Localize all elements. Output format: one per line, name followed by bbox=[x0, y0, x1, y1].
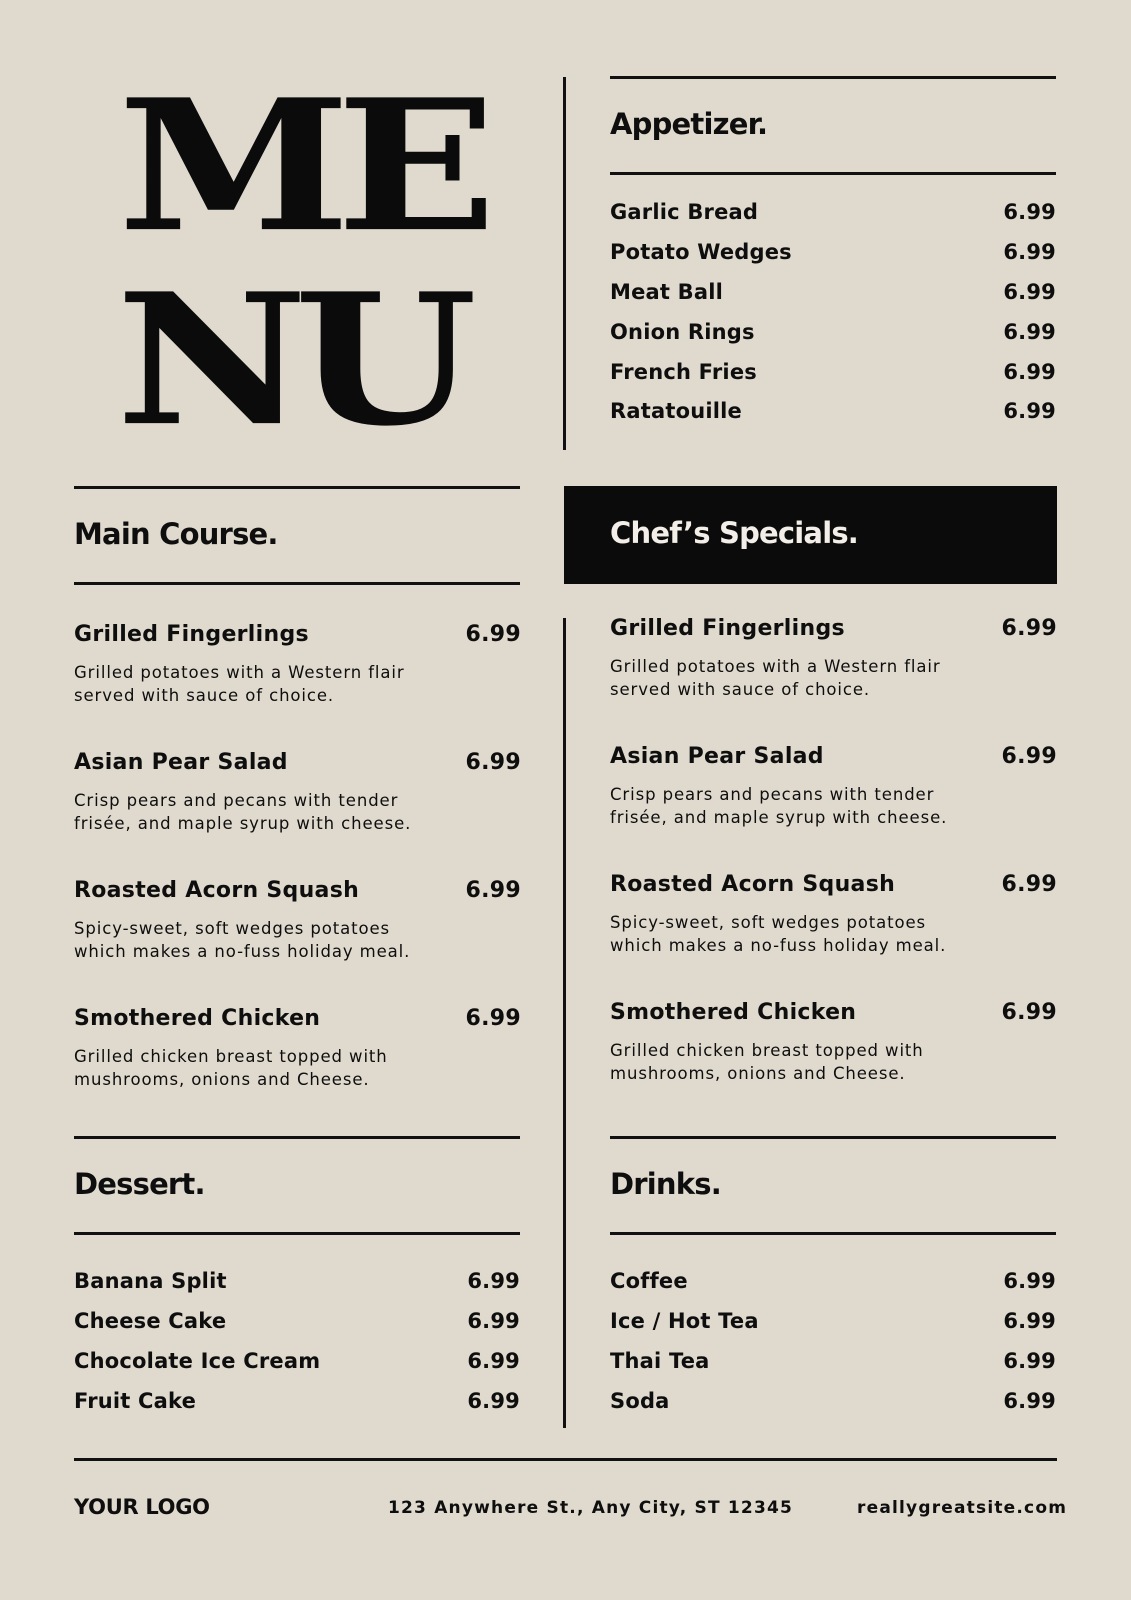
list-item bbox=[610, 240, 1056, 264]
drinks-top-rule bbox=[610, 1136, 1056, 1139]
item-price: 6.99 bbox=[467, 1349, 520, 1373]
dish-price: 6.99 bbox=[465, 750, 521, 775]
divider-vertical-bottom bbox=[563, 618, 566, 1428]
list-item bbox=[74, 1309, 520, 1333]
main-course-top-rule bbox=[74, 486, 520, 489]
list-item bbox=[610, 399, 1056, 423]
dessert-title: Dessert. bbox=[74, 1167, 205, 1201]
appetizer-title: Appetizer. bbox=[610, 107, 768, 141]
item-price: 6.99 bbox=[1003, 320, 1056, 344]
item-name: Chocolate Ice Cream bbox=[74, 1349, 321, 1373]
main-dish-item bbox=[74, 1006, 521, 1091]
item-price: 6.99 bbox=[1003, 280, 1056, 304]
menu-title-line1: ME bbox=[118, 59, 483, 273]
dessert-bottom-rule bbox=[74, 1232, 520, 1235]
list-item bbox=[74, 1389, 520, 1413]
item-name: French Fries bbox=[610, 360, 757, 384]
list-item bbox=[610, 1309, 1056, 1333]
special-dish-item bbox=[610, 744, 1057, 829]
dish-price: 6.99 bbox=[1001, 744, 1057, 769]
dish-name: Roasted Acorn Squash bbox=[74, 878, 360, 903]
menu-title-line2: NU bbox=[116, 253, 464, 467]
dish-description: Grilled chicken breast topped with mushrooms, onions and Cheese. bbox=[610, 1041, 924, 1083]
item-price: 6.99 bbox=[1003, 1309, 1056, 1333]
item-price: 6.99 bbox=[1003, 1349, 1056, 1373]
item-price: 6.99 bbox=[1003, 240, 1056, 264]
dish-description: Crisp pears and pecans with tender frisée, and maple syrup with cheese. bbox=[610, 785, 948, 827]
item-name: Ratatouille bbox=[610, 399, 743, 423]
drinks-bottom-rule bbox=[610, 1232, 1056, 1235]
dish-price: 6.99 bbox=[1001, 616, 1057, 641]
dish-price: 6.99 bbox=[465, 878, 521, 903]
appetizer-bottom-rule bbox=[610, 172, 1056, 175]
item-name: Potato Wedges bbox=[610, 240, 792, 264]
chefs-specials-title: Chef’s Specials. bbox=[610, 516, 859, 550]
address: 123 Anywhere St., Any City, ST 12345 bbox=[388, 1498, 794, 1518]
special-dish-item bbox=[610, 1000, 1057, 1085]
item-price: 6.99 bbox=[1003, 1389, 1056, 1413]
list-item bbox=[610, 280, 1056, 304]
item-price: 6.99 bbox=[467, 1269, 520, 1293]
dish-description: Crisp pears and pecans with tender frisée, and maple syrup with cheese. bbox=[74, 791, 412, 833]
main-dish-item bbox=[74, 878, 521, 963]
main-dish-item bbox=[74, 750, 521, 835]
item-price: 6.99 bbox=[1003, 360, 1056, 384]
website-link[interactable]: reallygreatsite.com bbox=[857, 1498, 1068, 1518]
dessert-top-rule bbox=[74, 1136, 520, 1139]
divider-vertical-top bbox=[563, 77, 566, 450]
main-course-bottom-rule bbox=[74, 582, 520, 585]
dish-name: Grilled Fingerlings bbox=[74, 622, 309, 647]
item-name: Ice / Hot Tea bbox=[610, 1309, 759, 1333]
dish-price: 6.99 bbox=[1001, 872, 1057, 897]
logo: YOUR LOGO bbox=[74, 1495, 210, 1519]
drinks-title: Drinks. bbox=[610, 1167, 721, 1201]
main-course-title: Main Course. bbox=[74, 517, 278, 551]
dish-description: Grilled chicken breast topped with mushrooms, onions and Cheese. bbox=[74, 1047, 388, 1089]
list-item bbox=[74, 1269, 520, 1293]
chefs-specials-banner bbox=[564, 486, 1057, 584]
item-price: 6.99 bbox=[1003, 200, 1056, 224]
dish-name: Roasted Acorn Squash bbox=[610, 872, 896, 897]
list-item bbox=[74, 1349, 520, 1373]
item-price: 6.99 bbox=[467, 1309, 520, 1333]
dish-price: 6.99 bbox=[1001, 1000, 1057, 1025]
list-item bbox=[610, 1269, 1056, 1293]
list-item bbox=[610, 320, 1056, 344]
dish-name: Smothered Chicken bbox=[610, 1000, 857, 1025]
list-item bbox=[610, 1389, 1056, 1413]
dish-description: Grilled potatoes with a Western flair served with sauce of choice. bbox=[74, 663, 405, 705]
dish-price: 6.99 bbox=[465, 622, 521, 647]
item-name: Coffee bbox=[610, 1269, 688, 1293]
footer-rule bbox=[74, 1458, 1057, 1461]
dish-price: 6.99 bbox=[465, 1006, 521, 1031]
item-name: Garlic Bread bbox=[610, 200, 759, 224]
item-name: Cheese Cake bbox=[74, 1309, 227, 1333]
item-name: Fruit Cake bbox=[74, 1389, 197, 1413]
dish-name: Smothered Chicken bbox=[74, 1006, 321, 1031]
item-name: Soda bbox=[610, 1389, 670, 1413]
item-name: Onion Rings bbox=[610, 320, 755, 344]
special-dish-item bbox=[610, 872, 1057, 957]
special-dish-item bbox=[610, 616, 1057, 701]
dish-name: Grilled Fingerlings bbox=[610, 616, 845, 641]
item-name: Banana Split bbox=[74, 1269, 227, 1293]
list-item bbox=[610, 1349, 1056, 1373]
dish-description: Spicy-sweet, soft wedges potatoes which makes a no-fuss holiday meal. bbox=[74, 919, 411, 961]
dish-name: Asian Pear Salad bbox=[74, 750, 288, 775]
dish-description: Spicy-sweet, soft wedges potatoes which makes a no-fuss holiday meal. bbox=[610, 913, 947, 955]
item-price: 6.99 bbox=[1003, 1269, 1056, 1293]
main-dish-item bbox=[74, 622, 521, 707]
appetizer-top-rule bbox=[610, 76, 1056, 79]
item-name: Thai Tea bbox=[610, 1349, 710, 1373]
item-price: 6.99 bbox=[467, 1389, 520, 1413]
list-item bbox=[610, 200, 1056, 224]
item-price: 6.99 bbox=[1003, 399, 1056, 423]
dish-description: Grilled potatoes with a Western flair served with sauce of choice. bbox=[610, 657, 941, 699]
dish-name: Asian Pear Salad bbox=[610, 744, 824, 769]
item-name: Meat Ball bbox=[610, 280, 724, 304]
list-item bbox=[610, 360, 1056, 384]
